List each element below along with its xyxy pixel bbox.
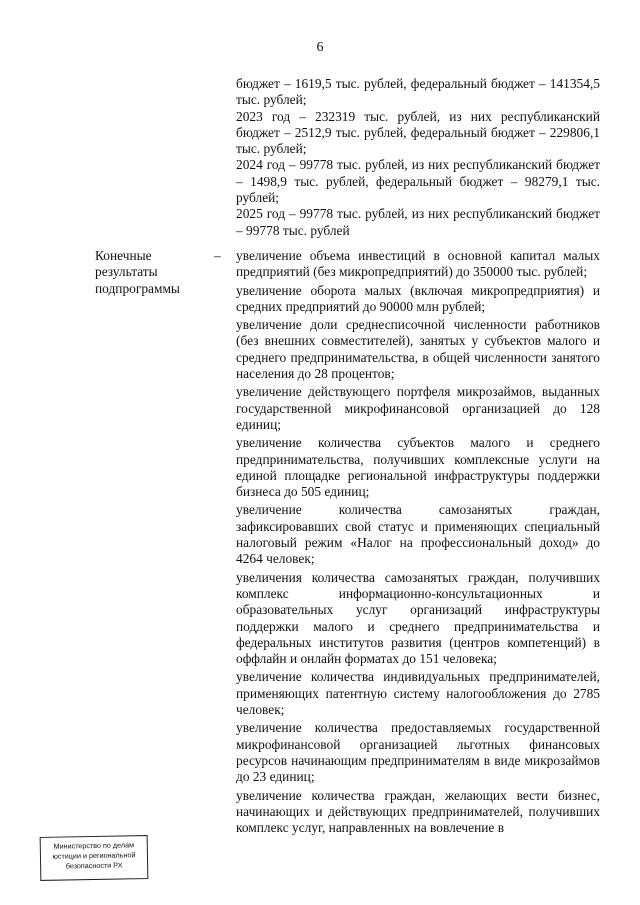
funding-line: бюджет – 1619,5 тыс. рублей, федеральный бюджет – 141354,5 тыс. рублей; xyxy=(236,76,600,108)
stamp-line: юстиции и региональной xyxy=(52,850,136,861)
results-label-line: результаты xyxy=(95,264,158,280)
result-item: увеличение количества самозанятых граждан, зафиксировавших свой статус и применяющих специальный налоговый режим «Налог на профессиональный доход» до 4264 человек; xyxy=(236,502,600,567)
stamp-line: безопасности РХ xyxy=(65,860,123,871)
result-item: увеличение доли среднесписочной численности работников (без внешних совместителей), занятых у субъектов малого и среднего предпринимательства, в общей численности занятого населения до 28 процентов; xyxy=(236,317,600,382)
funding-line: 2024 год – 99778 тыс. рублей, из них республиканский бюджет – 1498,9 тыс. рублей, федеральный бюджет – 98279,1 тыс. рублей; xyxy=(236,157,600,206)
results-label xyxy=(95,248,210,297)
ministry-stamp xyxy=(40,835,149,881)
results-label-line: подпрограммы xyxy=(95,280,180,296)
result-item: увеличения количества самозанятых граждан, получивших комплекс информационно-консультационных и образовательных услуг организаций инфраструктуры поддержки малого и среднего предпринимательства и федеральных институтов развития (центров компетенций) в оффлайн и онлайн форматах до 151 человека; xyxy=(236,569,600,667)
stamp-line: Министерство по делам xyxy=(53,840,135,851)
result-item: увеличение действующего портфеля микрозаймов, выданных государственной микрофинансовой организацией до 128 единиц; xyxy=(236,384,600,432)
results-list xyxy=(236,248,600,838)
result-item: увеличение объема инвестиций в основной капитал малых предприятий (без микропредприятий) до 350000 тыс. рублей; xyxy=(236,248,600,280)
result-item: увеличение количества субъектов малого и среднего предпринимательства, получивших комплексные услуги на единой площадке региональной инфраструктуры поддержки бизнеса до 505 единиц; xyxy=(236,435,600,500)
results-label-line: Конечные xyxy=(95,248,152,263)
funding-line: 2023 год – 232319 тыс. рублей, из них республиканский бюджет – 2512,9 тыс. рублей, федеральный бюджет – 229806,1 тыс. рублей; xyxy=(236,108,600,157)
page-number: 6 xyxy=(316,40,324,55)
results-dash: – xyxy=(214,248,221,263)
funding-text xyxy=(236,76,600,239)
funding-line: 2025 год – 99778 тыс. рублей, из них республиканский бюджет – 99778 тыс. рублей xyxy=(236,206,600,238)
result-item: увеличение количества предоставляемых государственной микрофинансовой организацией льготных финансовых ресурсов начинающим предпринимателям в виде микрозаймов до 23 единиц; xyxy=(236,720,600,785)
result-item: увеличение количества граждан, желающих вести бизнес, начинающих и действующих предпринимателей, получивших комплекс услуг, направленных на вовлечение в xyxy=(236,787,600,836)
result-item: увеличение оборота малых (включая микропредприятия) и средних предприятий до 90000 млн рублей; xyxy=(236,282,600,314)
result-item: увеличение количества индивидуальных предпринимателей, применяющих патентную систему налогообложения до 2785 человек; xyxy=(236,669,600,718)
